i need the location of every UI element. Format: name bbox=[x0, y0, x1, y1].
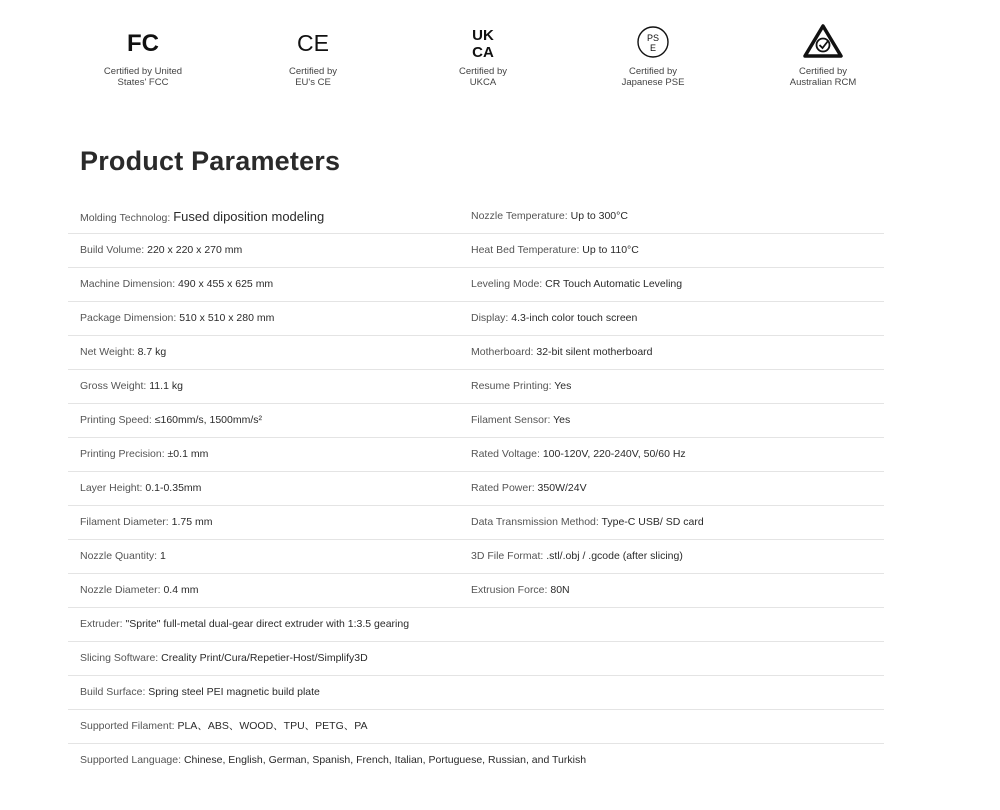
param-value: 220 x 220 x 270 mm bbox=[147, 244, 243, 256]
table-row bbox=[68, 574, 884, 608]
param-value: 0.1-0.35mm bbox=[145, 482, 202, 494]
fcc-logo-icon bbox=[123, 22, 163, 62]
param-left bbox=[80, 234, 242, 267]
cert-pse bbox=[568, 22, 738, 88]
param-value: PLA、ABS、WOOD、TPU、PETG、PA bbox=[177, 720, 368, 732]
param-right bbox=[471, 438, 686, 471]
table-row bbox=[68, 370, 884, 404]
param-left bbox=[80, 404, 262, 437]
cert-caption: Certified by UKCA bbox=[458, 66, 508, 88]
pse-logo-icon bbox=[633, 22, 673, 62]
param-value: 32-bit silent motherboard bbox=[536, 346, 653, 358]
table-row bbox=[68, 744, 884, 777]
param-left bbox=[80, 506, 212, 539]
param-value: 1.75 mm bbox=[171, 516, 213, 528]
ukca-logo-icon bbox=[463, 22, 503, 62]
param-label: Data Transmission Method: bbox=[471, 516, 602, 528]
param-left bbox=[80, 370, 183, 403]
param-value: 4.3-inch color touch screen bbox=[511, 312, 638, 324]
cert-caption: Certified by United States' FCC bbox=[103, 66, 183, 88]
param-left bbox=[80, 710, 367, 743]
table-row bbox=[68, 404, 884, 438]
param-left bbox=[80, 540, 166, 573]
param-value: Fused diposition modeling bbox=[173, 209, 325, 224]
page-title: Product Parameters bbox=[80, 146, 341, 176]
svg-text:UK: UK bbox=[472, 27, 494, 44]
param-right bbox=[471, 506, 704, 539]
parameters-table bbox=[68, 200, 884, 777]
cert-ce bbox=[228, 22, 398, 88]
param-right bbox=[471, 302, 637, 335]
param-label: Resume Printing: bbox=[471, 380, 555, 392]
param-right bbox=[471, 404, 570, 437]
param-value: Creality Print/Cura/Repetier-Host/Simplify3D bbox=[161, 652, 368, 664]
param-value: Yes bbox=[554, 380, 572, 392]
param-right bbox=[471, 268, 682, 301]
table-row bbox=[68, 336, 884, 370]
param-label: Slicing Software: bbox=[80, 652, 162, 664]
cert-caption: Certified by EU's CE bbox=[288, 66, 338, 88]
param-left bbox=[80, 676, 320, 709]
table-row bbox=[68, 200, 884, 234]
cert-fcc bbox=[58, 22, 228, 88]
param-value: Up to 110°C bbox=[582, 244, 639, 256]
param-right bbox=[471, 472, 587, 505]
param-label: Extrusion Force: bbox=[471, 584, 551, 596]
certification-bar bbox=[58, 22, 908, 92]
table-row bbox=[68, 302, 884, 336]
param-left bbox=[80, 642, 368, 675]
param-left bbox=[80, 268, 273, 301]
param-right bbox=[471, 370, 571, 403]
param-label: Nozzle Quantity: bbox=[80, 550, 160, 562]
param-value: "Sprite" full-metal dual-gear direct extruder with 1:3.5 gearing bbox=[125, 618, 410, 630]
param-value: 510 x 510 x 280 mm bbox=[179, 312, 275, 324]
param-left bbox=[80, 744, 586, 777]
param-label: Motherboard: bbox=[471, 346, 537, 358]
param-label: Printing Precision: bbox=[80, 448, 168, 460]
param-value: 1 bbox=[159, 550, 166, 562]
svg-text:FC: FC bbox=[127, 30, 159, 57]
param-right bbox=[471, 574, 570, 607]
param-label: Heat Bed Temperature: bbox=[471, 244, 583, 256]
param-label: Leveling Mode: bbox=[471, 278, 546, 290]
param-value: .stl/.obj / .gcode (after slicing) bbox=[546, 550, 683, 562]
table-row bbox=[68, 438, 884, 472]
param-right bbox=[471, 200, 628, 233]
param-value: 100-120V, 220-240V, 50/60 Hz bbox=[542, 448, 686, 460]
param-value: 0.4 mm bbox=[163, 584, 199, 596]
param-label: Layer Height: bbox=[80, 482, 146, 494]
ce-logo-icon bbox=[293, 22, 333, 62]
param-label: Extruder: bbox=[80, 618, 126, 630]
param-value: 350W/24V bbox=[537, 482, 587, 494]
table-row bbox=[68, 608, 884, 642]
param-left bbox=[80, 608, 409, 641]
param-label: 3D File Format: bbox=[471, 550, 547, 562]
table-row bbox=[68, 268, 884, 302]
param-left bbox=[80, 574, 198, 607]
param-label: Rated Power: bbox=[471, 482, 538, 494]
param-label: Molding Technolog: bbox=[80, 212, 174, 224]
param-label: Machine Dimension: bbox=[80, 278, 179, 290]
param-label: Filament Diameter: bbox=[80, 516, 172, 528]
param-value: Chinese, English, German, Spanish, French, Italian, Portuguese, Russian, and Turkish bbox=[183, 754, 587, 766]
table-row bbox=[68, 506, 884, 540]
param-value: Yes bbox=[553, 414, 571, 426]
cert-ukca bbox=[398, 22, 568, 88]
param-value: Spring steel PEI magnetic build plate bbox=[148, 686, 320, 698]
param-label: Net Weight: bbox=[80, 346, 138, 358]
param-right bbox=[471, 234, 639, 267]
param-left bbox=[80, 336, 166, 369]
param-left bbox=[80, 302, 274, 335]
param-label: Printing Speed: bbox=[80, 414, 155, 426]
param-left bbox=[80, 438, 208, 471]
param-value: Up to 300°C bbox=[570, 210, 628, 222]
param-label: Gross Weight: bbox=[80, 380, 150, 392]
cert-caption: Certified by Japanese PSE bbox=[621, 66, 685, 88]
param-label: Nozzle Temperature: bbox=[471, 210, 571, 222]
param-value: 11.1 kg bbox=[149, 380, 183, 392]
param-value: Type-C USB/ SD card bbox=[601, 516, 704, 528]
cert-rcm bbox=[738, 22, 908, 88]
param-label: Supported Filament: bbox=[80, 720, 178, 732]
param-left bbox=[80, 472, 201, 505]
param-right bbox=[471, 540, 683, 573]
param-label: Filament Sensor: bbox=[471, 414, 554, 426]
param-value: 80N bbox=[550, 584, 570, 596]
param-label: Build Surface: bbox=[80, 686, 149, 698]
table-row bbox=[68, 676, 884, 710]
param-value: 490 x 455 x 625 mm bbox=[178, 278, 274, 290]
table-row bbox=[68, 710, 884, 744]
param-left bbox=[80, 200, 324, 233]
param-label: Display: bbox=[471, 312, 512, 324]
param-value: ≤160mm/s, 1500mm/s² bbox=[154, 414, 263, 426]
svg-text:E: E bbox=[649, 43, 657, 53]
param-label: Build Volume: bbox=[80, 244, 148, 256]
param-label: Supported Language: bbox=[80, 754, 184, 766]
param-label: Nozzle Diameter: bbox=[80, 584, 164, 596]
cert-caption: Certified by Australian RCM bbox=[789, 66, 857, 88]
table-row bbox=[68, 234, 884, 268]
param-value: 8.7 kg bbox=[137, 346, 167, 358]
param-label: Package Dimension: bbox=[80, 312, 180, 324]
rcm-logo-icon bbox=[801, 22, 845, 62]
param-right bbox=[471, 336, 653, 369]
svg-text:CE: CE bbox=[297, 30, 329, 56]
param-value: ±0.1 mm bbox=[167, 448, 209, 460]
table-row bbox=[68, 540, 884, 574]
svg-text:CA: CA bbox=[472, 44, 494, 61]
table-row bbox=[68, 642, 884, 676]
param-value: CR Touch Automatic Leveling bbox=[545, 278, 683, 290]
param-label: Rated Voltage: bbox=[471, 448, 543, 460]
table-row bbox=[68, 472, 884, 506]
svg-text:PS: PS bbox=[646, 33, 660, 43]
